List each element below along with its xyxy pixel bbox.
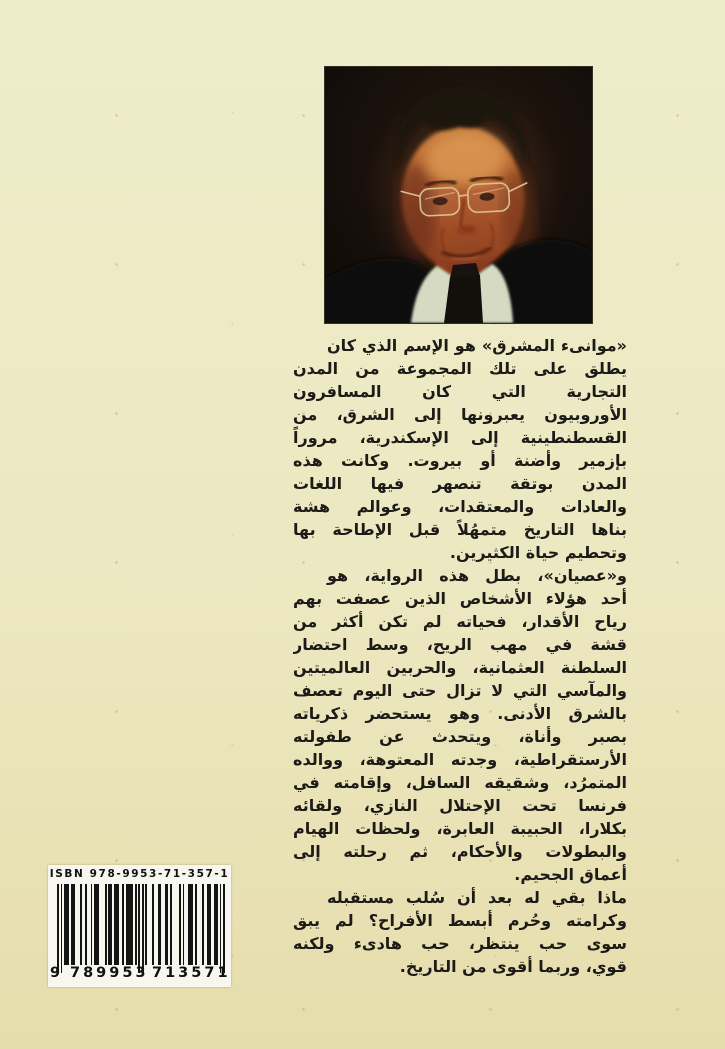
synopsis-line: بالشرق الأدنى. وهو يستحضر ذكرياته [293,704,627,723]
synopsis-line: بكلارا، الحبيبة العابرة، ولحظات الهيام [293,819,627,838]
synopsis-text [293,334,627,978]
barcode-bar [223,884,225,973]
barcode-bar [64,884,69,965]
barcode-bar [202,884,204,965]
barcode-bar [145,884,147,965]
barcode-bar [179,884,181,965]
barcode-bar [214,884,218,965]
synopsis-line: بصبر وأناة، ويتحدث عن طفولته [293,727,627,746]
barcode-bar [170,884,172,965]
synopsis-line: الأرستقراطية، وجدته المعتوهة، ووالده [293,750,627,769]
synopsis-line: رياح الأقدار، فحياته لم تكن أكثر من [293,612,627,631]
barcode-bar [94,884,99,965]
barcode-digit-leading: 9 [49,965,61,981]
synopsis-line: القسطنطينية إلى الإسكندرية، مروراً [293,428,627,447]
synopsis-line: المدن بوتقة تنصهر فيها اللغات [293,474,627,493]
barcode-bar [85,884,87,965]
synopsis-line: أعماق الجحيم. [514,865,627,884]
barcode-bar [142,884,144,973]
synopsis-line: المتمرُد، وشقيقه السافل، وإقامته في [293,773,627,792]
barcode-bar [207,884,211,965]
synopsis-line: «موانىء المشرق» هو الإسم الذي كان [327,336,627,355]
barcode-bars [57,884,225,973]
synopsis-line: ماذا بقي له بعد أن سُلب مستقبله [327,888,627,907]
barcode-bar [138,884,140,973]
synopsis-line: بإزمير وأضنة أو بيروت. وكانت هذه [293,451,627,470]
synopsis-line: والعادات والمعتقدات، وعوالم هشة [293,497,627,516]
barcode-bar [108,884,112,965]
author-photo-image [325,67,592,323]
synopsis-line: يطلق على تلك المجموعة من المدن [293,359,627,378]
barcode-bar [114,884,119,965]
synopsis-line: الأوروبيون يعبرونها إلى الشرق، من [293,405,627,424]
synopsis-line: فرنسا تحت الإحتلال النازي، ولقائه [293,796,627,815]
barcode-bar [135,884,137,965]
barcode-bar [80,884,82,965]
barcode-digits [48,965,231,985]
synopsis-line: السلطنة العثمانية، والحربين العالميتين [293,658,627,677]
isbn-label: ISBN 978-9953-71-357-1 [49,868,230,880]
synopsis-line: وتحطيم حياة الكثيرين. [449,543,627,562]
barcode-bar [220,884,222,973]
synopsis-line: سوى حب ينتظر، حب هادىء ولكنه [293,934,627,953]
synopsis-line: أحد هؤلاء الأشخاص الذين عصفت بهم [293,589,627,608]
barcode-bar [61,884,63,973]
barcode-bar [195,884,197,965]
barcode-bar [122,884,124,965]
barcode-bar [188,884,193,965]
synopsis-line: والمآسي التي لا تزال حتى اليوم تعصف [293,681,627,700]
author-photo [325,67,592,323]
synopsis-line: التجارية التي كان المسافرون [293,382,627,401]
synopsis-line: وكرامته وحُرم أبسط الأفراح؟ لم يبق [293,911,627,930]
isbn-barcode [48,865,231,987]
barcode-bar [71,884,75,965]
synopsis-line: قوي، وربما أقوى من التاريخ. [399,957,627,976]
barcode-digit-group1: 789953 [70,965,149,981]
barcode-bar [57,884,59,973]
barcode-bar [183,884,185,965]
barcode-digit-group2: 713571 [152,965,231,981]
synopsis-line: و«عصيان»، بطل هذه الرواية، هو [327,566,627,585]
barcode-bar [152,884,154,965]
barcode-bar [126,884,133,965]
barcode-bar [165,884,169,965]
barcode-bar [158,884,162,965]
synopsis-line: والبطولات والأحكام، ثم رحلته إلى [293,842,627,861]
synopsis-line: بناها التاريخ متمهُلاً قبل الإطاحة بها [293,520,627,539]
synopsis-line: قشة في مهب الريح، وسط احتضار [293,635,627,654]
barcode-bar [105,884,107,965]
barcode-bar [91,884,93,965]
